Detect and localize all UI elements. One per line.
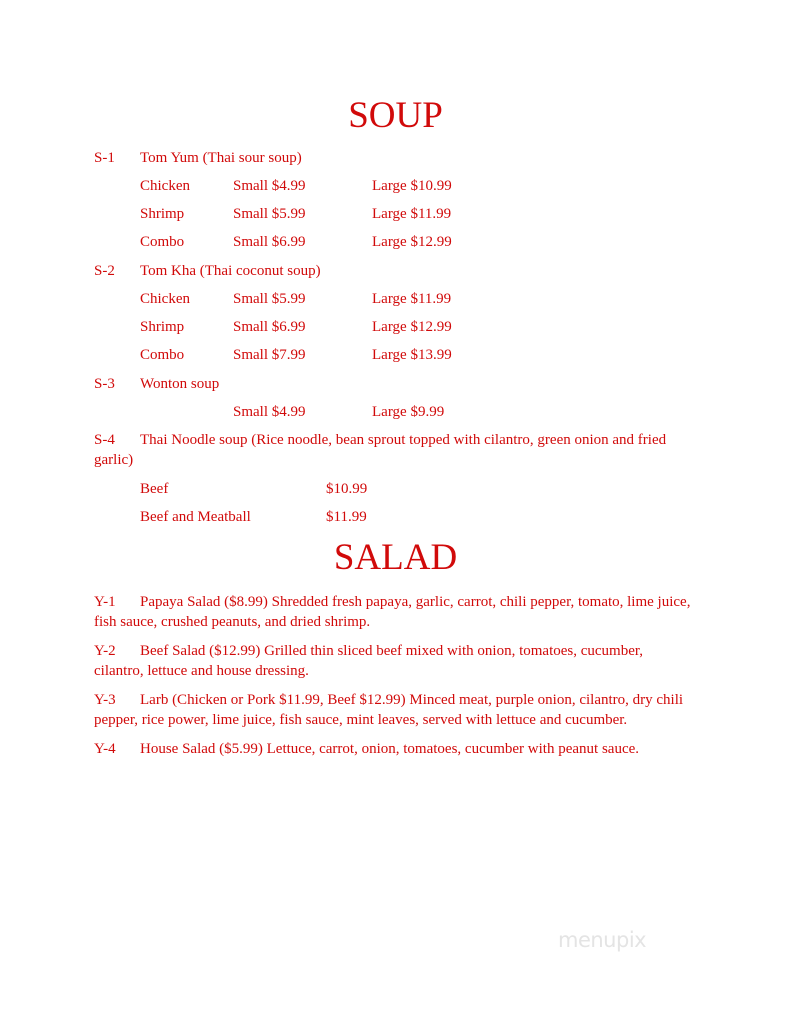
item-name: Thai Noodle soup (Rice noodle, bean sprout topped with cilantro, green onion and fried garlic) <box>94 432 667 468</box>
large-price: Large $11.99 <box>372 291 452 307</box>
item-description: House Salad ($5.99) Lettuce, carrot, onion, tomatoes, cucumber with peanut sauce. <box>140 741 640 757</box>
small-price: Small $5.99 <box>233 291 306 307</box>
menu-item-s4 <box>94 430 694 470</box>
item-code: S-1 <box>94 150 115 166</box>
protein-option: Combo <box>140 234 185 250</box>
noodle-price: $10.99 <box>326 481 368 497</box>
item-name: Wonton soup <box>140 376 220 392</box>
small-price: Small $7.99 <box>233 347 306 363</box>
noodle-price: $11.99 <box>326 509 367 525</box>
large-price: Large $12.99 <box>372 319 452 335</box>
small-price: Small $4.99 <box>233 178 306 194</box>
item-code: S-3 <box>94 376 115 392</box>
item-code: Y-3 <box>94 692 116 708</box>
item-code: S-4 <box>94 432 115 448</box>
protein-option: Combo <box>140 347 185 363</box>
item-name: Tom Kha (Thai coconut soup) <box>140 263 321 279</box>
large-price: Large $10.99 <box>372 178 452 194</box>
protein-option: Shrimp <box>140 319 185 335</box>
salad-item <box>94 739 694 759</box>
protein-option: Chicken <box>140 178 190 194</box>
item-name: Tom Yum (Thai sour soup) <box>140 150 302 166</box>
item-description: Beef Salad ($12.99) Grilled thin sliced beef mixed with onion, tomatoes, cucumber, cilantro, lettuce and house dressing. <box>94 643 644 679</box>
salad-item <box>94 592 694 632</box>
menupix-watermark: menupix <box>558 928 647 952</box>
noodle-option: Beef and Meatball <box>140 509 251 525</box>
item-description: Larb (Chicken or Pork $11.99, Beef $12.99) Minced meat, purple onion, cilantro, dry chili pepper, rice power, lime juice, fish sauce, mint leaves, served with lettuce and cucumber. <box>94 692 684 728</box>
item-description: Papaya Salad ($8.99) Shredded fresh papaya, garlic, carrot, chili pepper, tomato, lime juice, fish sauce, crushed peanuts, and dried shrimp. <box>94 594 691 630</box>
small-price: Small $6.99 <box>233 319 306 335</box>
item-code: Y-2 <box>94 643 116 659</box>
item-code: Y-4 <box>94 741 116 757</box>
small-price: Small $6.99 <box>233 234 306 250</box>
salad-heading: SALAD <box>333 537 458 578</box>
large-price: Large $11.99 <box>372 206 452 222</box>
protein-option: Shrimp <box>140 206 185 222</box>
salad-item <box>94 690 694 730</box>
small-price: Small $4.99 <box>233 404 306 420</box>
item-code: Y-1 <box>94 594 116 610</box>
large-price: Large $12.99 <box>372 234 452 250</box>
salad-item <box>94 641 694 681</box>
large-price: Large $13.99 <box>372 347 452 363</box>
large-price: Large $9.99 <box>372 404 445 420</box>
protein-option: Chicken <box>140 291 190 307</box>
noodle-option: Beef <box>140 481 169 497</box>
small-price: Small $5.99 <box>233 206 306 222</box>
soup-heading: SOUP <box>348 95 443 136</box>
item-code: S-2 <box>94 263 115 279</box>
